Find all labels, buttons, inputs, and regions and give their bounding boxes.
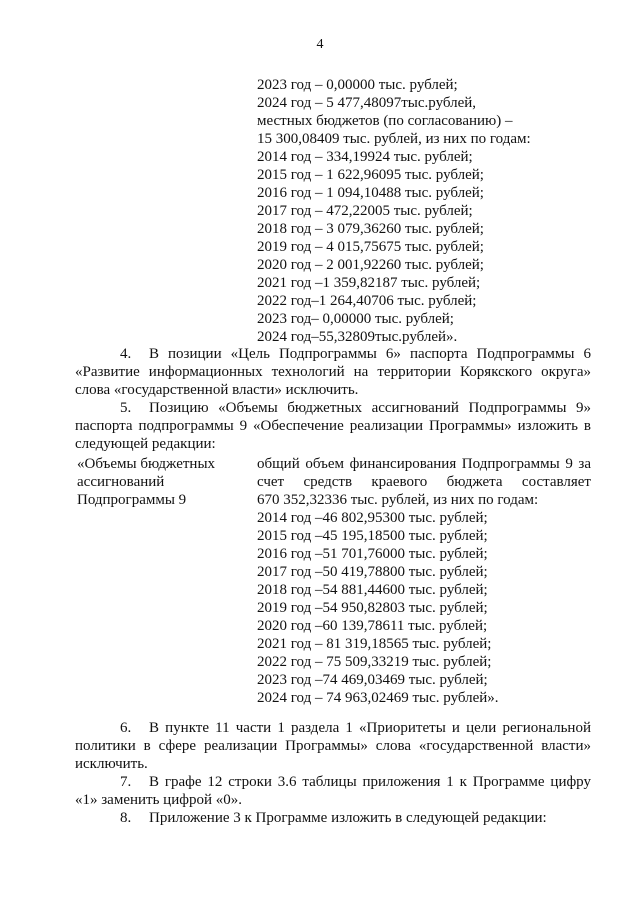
list-item-8	[75, 809, 591, 827]
funding-line: 2024 год–55,32809тыс.рублей».	[257, 329, 458, 345]
item-text: Приложение 3 к Программе изложить в следующей редакции:	[149, 810, 547, 826]
item-number: 5.	[120, 400, 132, 416]
insert-year-line: 2014 год –46 802,95300 тыс. рублей;	[257, 510, 488, 526]
list-item-5	[75, 399, 591, 453]
insert-year-line: 2020 год –60 139,78611 тыс. рублей;	[257, 618, 488, 634]
item-text: В позиции «Цель Подпрограммы 6» паспорта Подпрограммы 6 «Развитие информационных технологий на территории Корякского округа» слова «государственной власти» исключить.	[75, 346, 591, 398]
insert-intro-line: счет средств краевого бюджета составляет	[257, 474, 591, 490]
funding-line: 2018 год – 3 079,36260 тыс. рублей;	[257, 221, 484, 237]
insert-year-line: 2022 год – 75 509,33219 тыс. рублей;	[257, 654, 492, 670]
funding-line: 2022 год–1 264,40706 тыс. рублей;	[257, 293, 477, 309]
page-number: 4	[316, 37, 324, 52]
insert-left-label: ассигнований	[77, 474, 165, 490]
insert-year-line: 2018 год –54 881,44600 тыс. рублей;	[257, 582, 488, 598]
insert-year-line: 2015 год –45 195,18500 тыс. рублей;	[257, 528, 488, 544]
insert-intro-line: 670 352,32336 тыс. рублей, из них по годам:	[257, 492, 539, 508]
funding-line: 2017 год – 472,22005 тыс. рублей;	[257, 203, 473, 219]
list-item-6	[75, 719, 591, 773]
list-item-7	[75, 773, 591, 809]
item-text: Позицию «Объемы бюджетных ассигнований Подпрограммы 9» паспорта подпрограммы 9 «Обеспечение реализации Программы» изложить в следующей редакции:	[75, 400, 591, 452]
list-item-4	[75, 345, 591, 399]
insert-year-line: 2019 год –54 950,82803 тыс. рублей;	[257, 600, 488, 616]
insert-year-line: 2024 год – 74 963,02469 тыс. рублей».	[257, 690, 499, 706]
insert-year-line: 2021 год – 81 319,18565 тыс. рублей;	[257, 636, 492, 652]
insert-year-line: 2023 год –74 469,03469 тыс. рублей;	[257, 672, 488, 688]
funding-line: 2015 год – 1 622,96095 тыс. рублей;	[257, 167, 484, 183]
insert-intro-line: общий объем финансирования Подпрограммы 9 за	[257, 456, 591, 472]
item-number: 6.	[120, 720, 132, 736]
funding-line: 15 300,08409 тыс. рублей, из них по годам:	[257, 131, 531, 147]
funding-line: 2016 год – 1 094,10488 тыс. рублей;	[257, 185, 484, 201]
funding-line: 2023 год– 0,00000 тыс. рублей;	[257, 311, 454, 327]
item-number: 4.	[120, 346, 132, 362]
item-number: 8.	[120, 810, 132, 826]
insert-left-label: «Объемы бюджетных	[77, 456, 216, 472]
funding-line: 2024 год – 5 477,48097тыс.рублей,	[257, 95, 477, 111]
funding-line: 2023 год – 0,00000 тыс. рублей;	[257, 77, 458, 93]
funding-line: 2021 год –1 359,82187 тыс. рублей;	[257, 275, 481, 291]
funding-line: 2020 год – 2 001,92260 тыс. рублей;	[257, 257, 484, 273]
insert-year-line: 2017 год –50 419,78800 тыс. рублей;	[257, 564, 488, 580]
insert-year-line: 2016 год –51 701,76000 тыс. рублей;	[257, 546, 488, 562]
item-text: В графе 12 строки 3.6 таблицы приложения 1 к Программе цифру «1» заменить цифрой «0».	[75, 774, 591, 808]
insert-left-label: Подпрограммы 9	[77, 492, 187, 508]
funding-line: 2014 год – 334,19924 тыс. рублей;	[257, 149, 473, 165]
item-text: В пункте 11 части 1 раздела 1 «Приоритеты и цели региональной политики в сфере реализации Программы» слова «государственной власти» исключить.	[75, 720, 591, 772]
funding-line: 2019 год – 4 015,75675 тыс. рублей;	[257, 239, 484, 255]
item-number: 7.	[120, 774, 132, 790]
funding-line: местных бюджетов (по согласованию) –	[257, 113, 513, 129]
